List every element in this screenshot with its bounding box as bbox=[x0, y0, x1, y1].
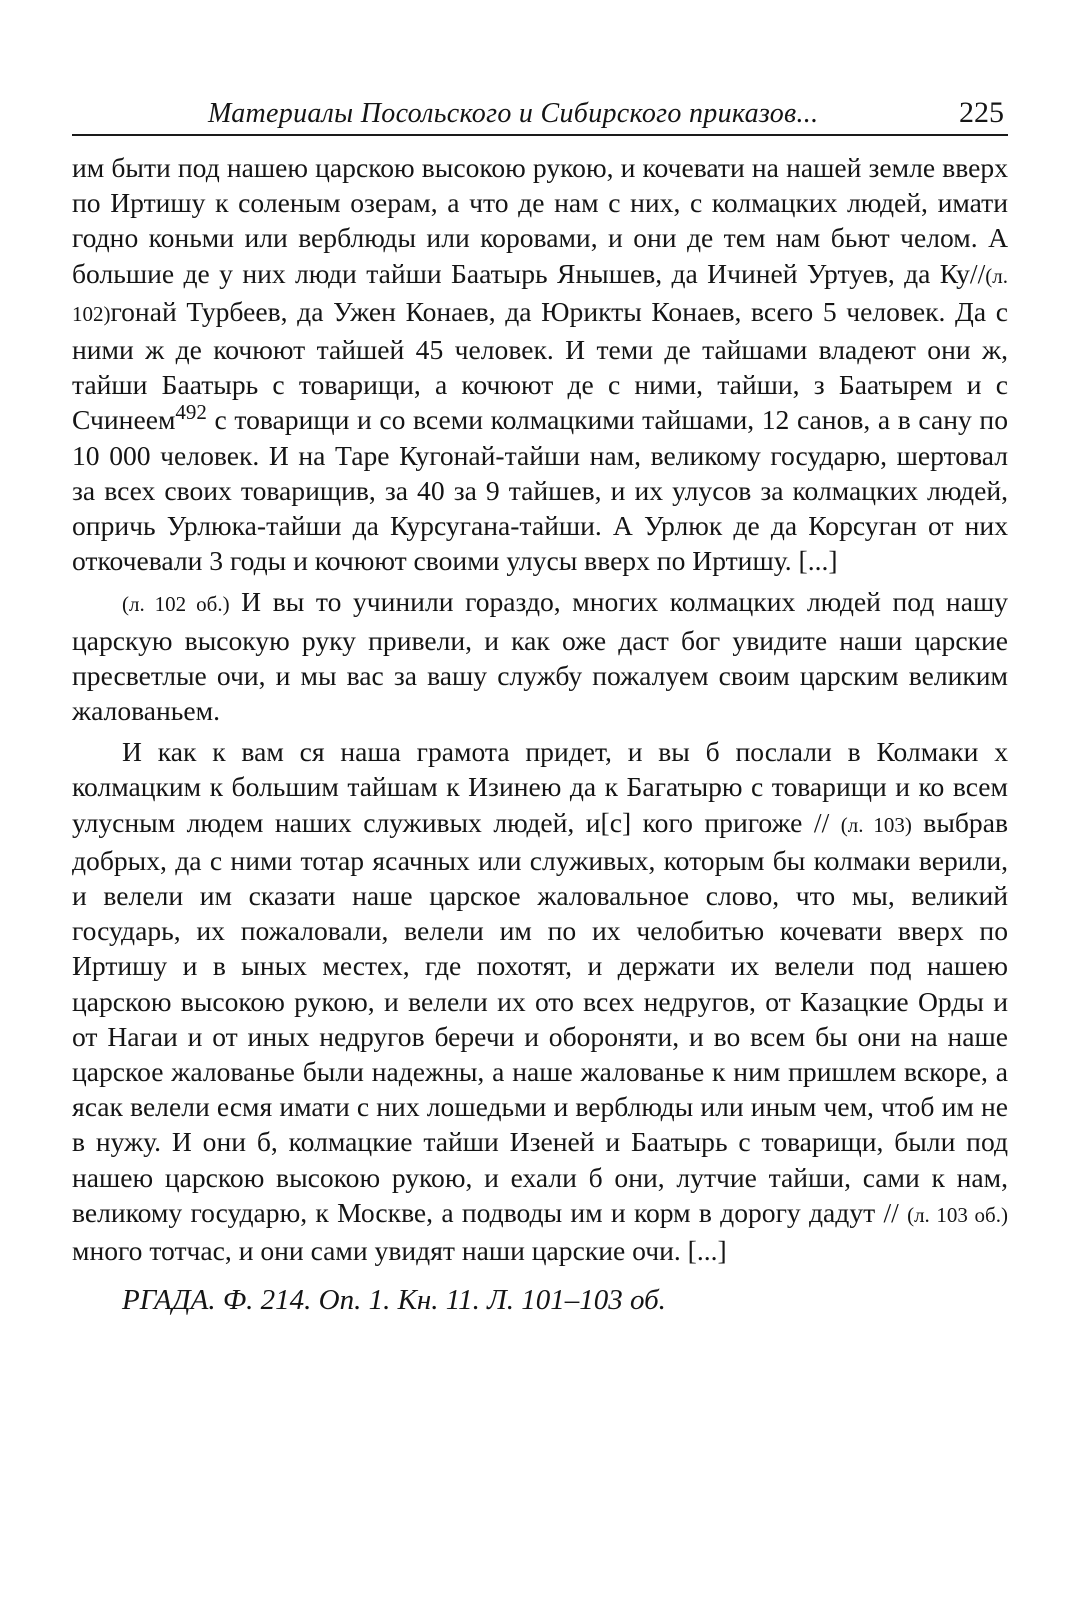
folio-marker: (л. 103) bbox=[840, 812, 912, 837]
footnote-reference: 492 bbox=[175, 400, 207, 425]
paragraph-3-text-b: выбрав добрых, да с ними тотар ясачных или служивых, которым бы колмаки верили, и велели им сказати наше царское жаловальное слово, что мы, великий государь, их пожаловали, велели им по их челобитью кочевати вверх по Иртишу и в ыных местех, где похотят, и держати их велели под нашею царскою высокою рукою, и велели их ото всех недругов, от Казацкие Орды и от Нагаи и от иных недругов беречи и обороняти, и во всем бы они на наше царское жалованье были надежны, а наше жалованье к ним пришлем вскоре, а ясак велели есмя имати с них лошедьми и верблюды или иным чем, чтоб им не в нужу. И они б, колмацкие тайши Изеней и Баатырь с товарищи, были под нашею царскою высокою рукою, и ехали б они, лутчие тайши, сами к нам, великому государю, к Москве, а подводы им и корм в дорогу дадут // bbox=[72, 806, 1008, 1228]
running-header bbox=[72, 88, 1008, 136]
archival-source-citation: РГАДА. Ф. 214. Оп. 1. Кн. 11. Л. 101–103 об. bbox=[122, 1284, 666, 1317]
folio-marker: (л. 103 об.) bbox=[907, 1202, 1008, 1227]
paragraph-2-text: И вы то учинили гораздо, многих колмацких людей под нашу царскую высокую руку привели, и как оже даст бог увидите наши царские пресветлые очи, и мы вас за вашу службу пожалуем своим царским великим жалованьем. bbox=[72, 586, 1008, 727]
paragraph-1-text-b: гонай Турбеев, да Ужен Конаев, да Юрикты Конаев, всего 5 человек. Да с ними ж де кочюют тайшей 45 человек. И теми де тайшами владеют они ж, тайши Баатырь с товарищи, а кочюют де с ними, тайши, з Баатырем и с Счинеем bbox=[72, 295, 1008, 436]
paragraph-1-text-c: с товарищи и со всеми колмацкими тайшами, 12 санов, а в сану по 10 000 человек. И на Таре Кугонай-тайши нам, великому государю, шертовал за всех своих товарищив, за 40 за 9 тайшев, и их улусов за колмацких людей, опричь Урлюка-тайши да Курсугана-тайши. А Урлюк де да Корсуган от них откочевали 3 годы и кочюют своими улусы вверх по Иртишу. [...] bbox=[72, 404, 1008, 577]
folio-marker: (л. 102 об.) bbox=[122, 592, 230, 617]
paragraph-3-text-a: И как к вам ся наша грамота придет, и вы б послали в Колмаки х колмацким к большим тайшам к Изинею да к Багатырю с товарищи и ко всем улусным людем наших служивых людей, и[с] кого пригоже // bbox=[72, 736, 1008, 838]
paragraph-2 bbox=[72, 584, 1008, 728]
folio-marker: (л. 102) bbox=[72, 263, 1008, 326]
running-title: Материалы Посольского и Сибирского приказов... bbox=[208, 98, 819, 129]
paragraph-1 bbox=[72, 150, 1008, 578]
paragraph-1-text-a: им быти под нашею царскою высокою рукою, и кочевати на нашей земле вверх по Иртишу к соленым озерам, а что де нам с них, с колмацких людей, имати годно коньми или верблюды или коровами, и они де тем нам бьют челом. А большие де у них люди тайши Баатырь Янышев, да Ичиней Уртуев, да Ку// bbox=[72, 152, 1008, 289]
page-number: 225 bbox=[959, 96, 1004, 129]
document-body bbox=[72, 150, 1008, 1268]
paragraph-3-text-c: много тотчас, и они сами увидят наши царские очи. [...] bbox=[72, 1235, 727, 1267]
paragraph-3 bbox=[72, 734, 1008, 1268]
book-page bbox=[72, 88, 1008, 1528]
